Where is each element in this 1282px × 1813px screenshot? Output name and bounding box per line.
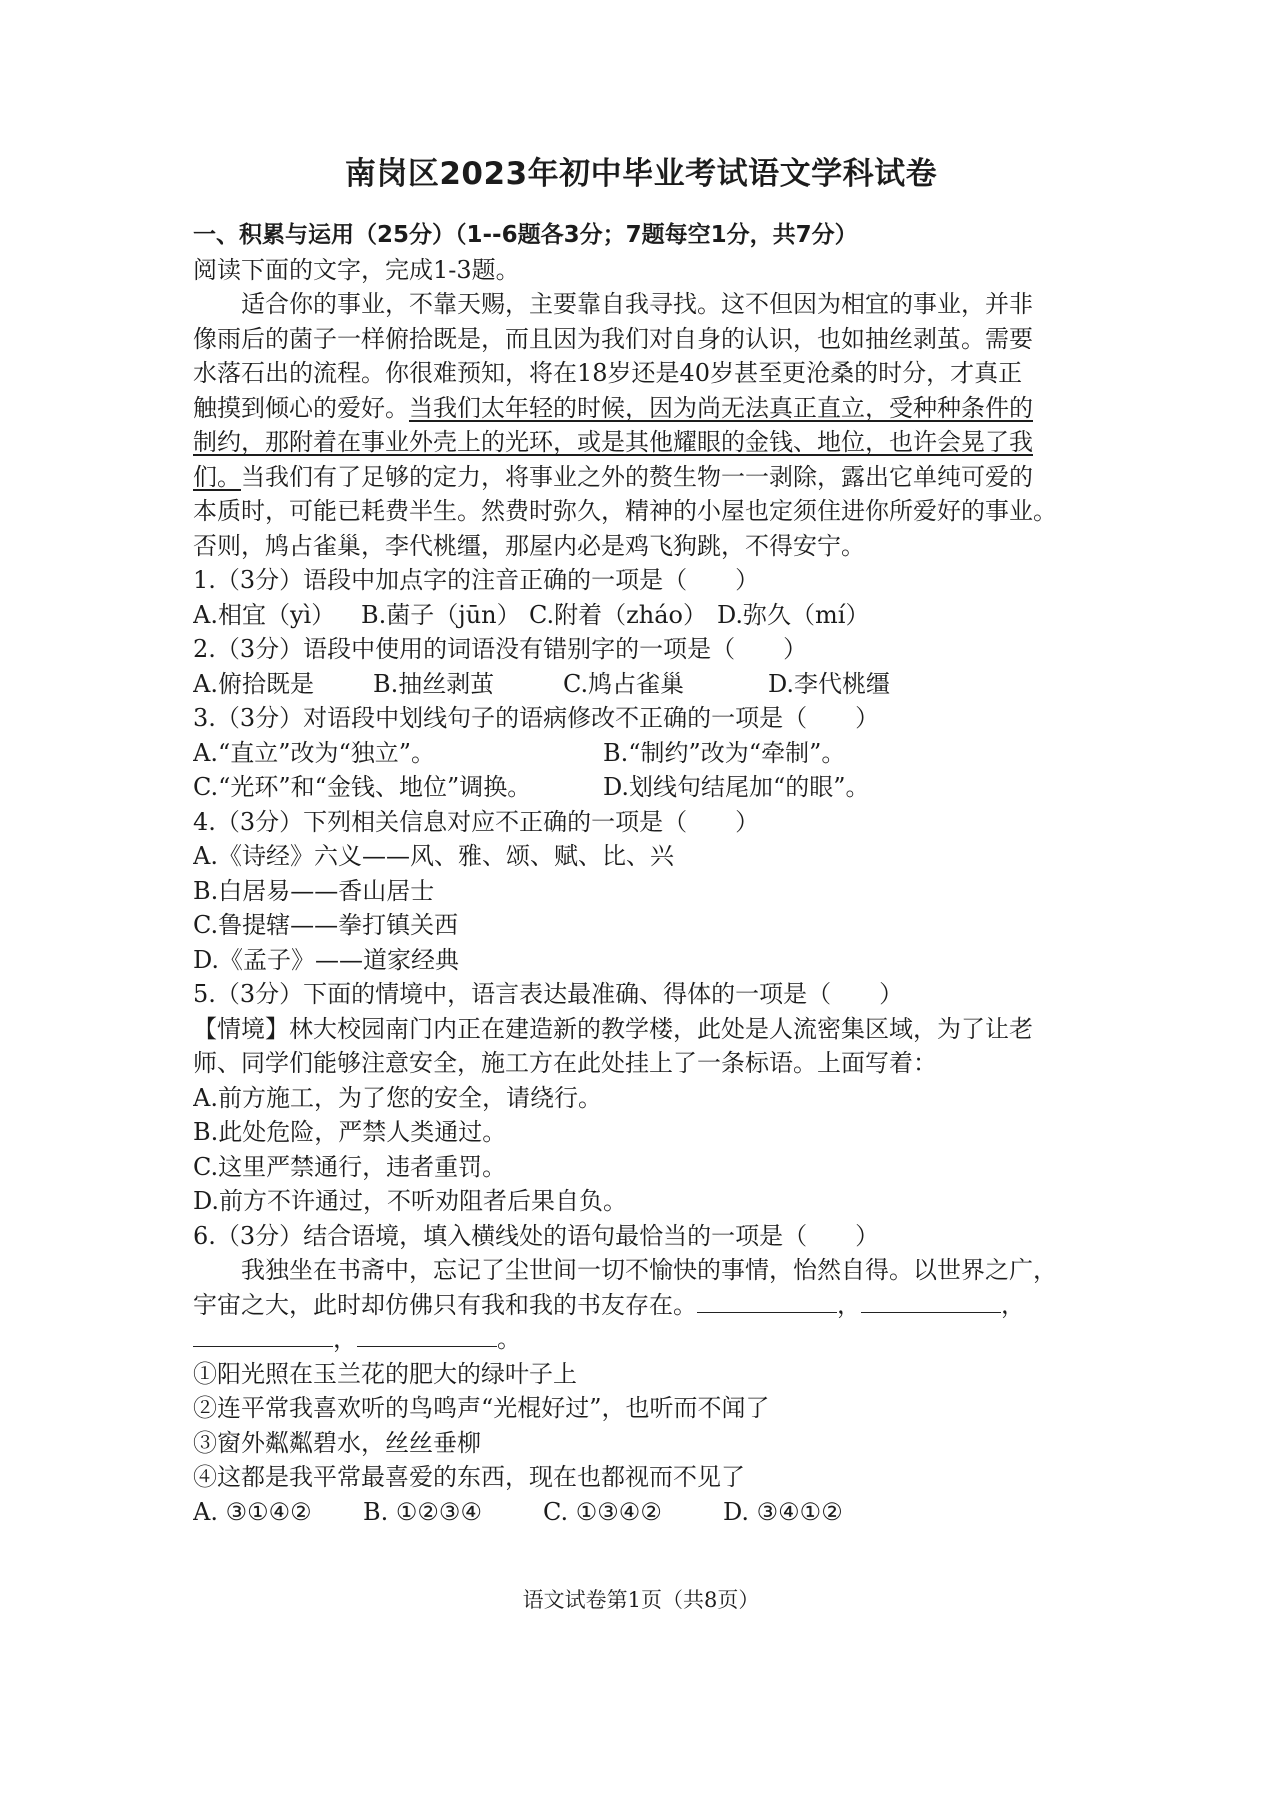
question-stem: 3.（3分）对语段中划线句子的语病修改不正确的一项是（ ） xyxy=(193,704,880,732)
underlined-sentence: 当我们太年轻的时候，因为尚无法真正直立，受种种条件的 xyxy=(409,393,1033,422)
question-stem: 6.（3分）结合语境，填入横线处的语句最恰当的一项是（ ） xyxy=(193,1221,880,1250)
question-context: 师、同学们能够注意安全，施工方在此处挂上了一条标语。上面写着： xyxy=(193,1049,937,1077)
page-footer: 语文试卷第1页（共8页） xyxy=(522,1588,760,1612)
period-mark: 。 xyxy=(497,1325,521,1353)
answer-blank[interactable] xyxy=(193,1322,333,1347)
question-options xyxy=(193,736,1098,771)
section-heading: 一、积累与运用（25分）（1--6题各3分；7题每空1分，共7分） xyxy=(193,222,858,248)
passage-line xyxy=(193,391,1098,426)
option-c: C.这里严禁通行，违者重罚。 xyxy=(193,1152,507,1181)
question-1 xyxy=(193,563,1098,632)
option-d: D.《孟子》——道家经典 xyxy=(193,945,460,974)
underlined-sentence: 制约，那附着在事业外壳上的光环，或是其他耀眼的金钱、地位，也许会晃了我 xyxy=(193,428,1033,456)
comma-mark: ， xyxy=(837,1290,861,1319)
option-d: D.弥久（mí） xyxy=(717,600,870,629)
question-stem: 1.（3分）语段中加点字的注音正确的一项是（ ） xyxy=(193,566,760,594)
question-4 xyxy=(193,805,1098,978)
exam-title: 南岗区2023年初中毕业考试语文学科试卷 xyxy=(344,156,938,192)
question-options xyxy=(193,1495,1098,1530)
option-a: A.前方施工，为了您的安全，请绕行。 xyxy=(193,1083,602,1112)
passage-line xyxy=(193,425,1098,460)
question-2 xyxy=(193,632,1098,701)
underlined-sentence: 们。 xyxy=(193,462,241,491)
option-c: C.附着（zháo） xyxy=(529,600,707,629)
question-5 xyxy=(193,977,1098,1219)
option-c: C.“光环”和“金钱、地位”调换。 xyxy=(193,773,532,801)
passage-line: 像雨后的菌子一样俯拾既是，而且因为我们对自身的认识，也如抽丝剥茧。需要 xyxy=(193,324,1033,353)
option-b: B.“制约”改为“牵制”。 xyxy=(603,738,846,767)
section-instruction: 阅读下面的文字，完成1-3题。 xyxy=(193,255,520,284)
option-c: C. ①③④② xyxy=(543,1497,662,1526)
passage-text: 当我们有了足够的定力，将事业之外的赘生物一一剥除，露出它单纯可爱的 xyxy=(241,462,1033,491)
answer-blank[interactable] xyxy=(697,1288,837,1313)
question-passage: 我独坐在书斋中，忘记了尘世间一切不愉快的事情，怡然自得。以世界之广， xyxy=(241,1256,1057,1284)
question-stem: 4.（3分）下列相关信息对应不正确的一项是（ ） xyxy=(193,807,760,836)
question-3 xyxy=(193,701,1098,805)
question-options xyxy=(193,770,1098,805)
question-passage xyxy=(193,1322,1098,1357)
passage-line: 否则，鸠占雀巢，李代桃缰，那屋内必是鸡飞狗跳，不得安宁。 xyxy=(193,531,865,560)
answer-blank[interactable] xyxy=(861,1288,1001,1313)
question-stem: 2.（3分）语段中使用的词语没有错别字的一项是（ ） xyxy=(193,635,808,663)
option-b: B. ①②③④ xyxy=(363,1497,482,1526)
exam-content xyxy=(193,218,1098,1529)
question-passage xyxy=(193,1288,1098,1323)
question-options xyxy=(193,667,1098,702)
question-stem: 5.（3分）下面的情境中，语言表达最准确、得体的一项是（ ） xyxy=(193,980,904,1008)
sentence-option: ③窗外粼粼碧水，丝丝垂柳 xyxy=(193,1428,481,1457)
passage-line xyxy=(193,460,1098,495)
option-b: B.菌子（jūn） xyxy=(361,600,521,629)
sentence-option: ①阳光照在玉兰花的肥大的绿叶子上 xyxy=(193,1359,577,1388)
option-a: A.俯拾既是 xyxy=(193,669,314,698)
question-context: 【情境】林大校园南门内正在建造新的教学楼，此处是人流密集区域，为了让老 xyxy=(193,1014,1033,1043)
sentence-option: ②连平常我喜欢听的鸟鸣声“光棍好过”，也听而不闻了 xyxy=(193,1394,770,1422)
passage-line: 适合你的事业，不靠天赐，主要靠自我寻找。这不但因为相宜的事业，并非 xyxy=(241,290,1033,318)
question-options xyxy=(193,598,1098,633)
passage-text: 触摸到倾心的爱好。 xyxy=(193,393,409,422)
option-b: B.抽丝剥茧 xyxy=(373,669,495,698)
comma-mark: ， xyxy=(1001,1290,1025,1319)
option-a: A.“直立”改为“独立”。 xyxy=(193,738,436,767)
passage-line: 本质时，可能已耗费半生。然费时弥久，精神的小屋也定须住进你所爱好的事业。 xyxy=(193,497,1057,525)
option-a: A. ③①④② xyxy=(193,1497,312,1526)
question-passage-text: 宇宙之大，此时却仿佛只有我和我的书友存在。 xyxy=(193,1290,697,1319)
option-c: C.鸠占雀巢 xyxy=(563,669,685,698)
answer-blank[interactable] xyxy=(357,1322,497,1347)
comma-mark: ， xyxy=(333,1325,357,1353)
option-b: B.此处危险，严禁人类通过。 xyxy=(193,1118,507,1146)
passage-line: 水落石出的流程。你很难预知，将在18岁还是40岁甚至更沧桑的时分，才真正 xyxy=(193,359,1023,387)
option-c: C.鲁提辖——拳打镇关西 xyxy=(193,911,459,939)
option-b: B.白居易——香山居士 xyxy=(193,876,435,905)
option-a: A.相宜（yì） xyxy=(193,600,336,629)
option-d: D.前方不许通过，不听劝阻者后果自负。 xyxy=(193,1187,628,1215)
question-6 xyxy=(193,1219,1098,1530)
sentence-option: ④这都是我平常最喜爱的东西，现在也都视而不见了 xyxy=(193,1463,745,1491)
option-a: A.《诗经》六义——风、雅、颂、赋、比、兴 xyxy=(193,842,674,870)
option-d: D. ③④①② xyxy=(723,1497,843,1526)
option-d: D.李代桃缰 xyxy=(768,669,891,698)
option-d: D.划线句结尾加“的眼”。 xyxy=(603,773,870,801)
reading-passage xyxy=(193,287,1098,563)
